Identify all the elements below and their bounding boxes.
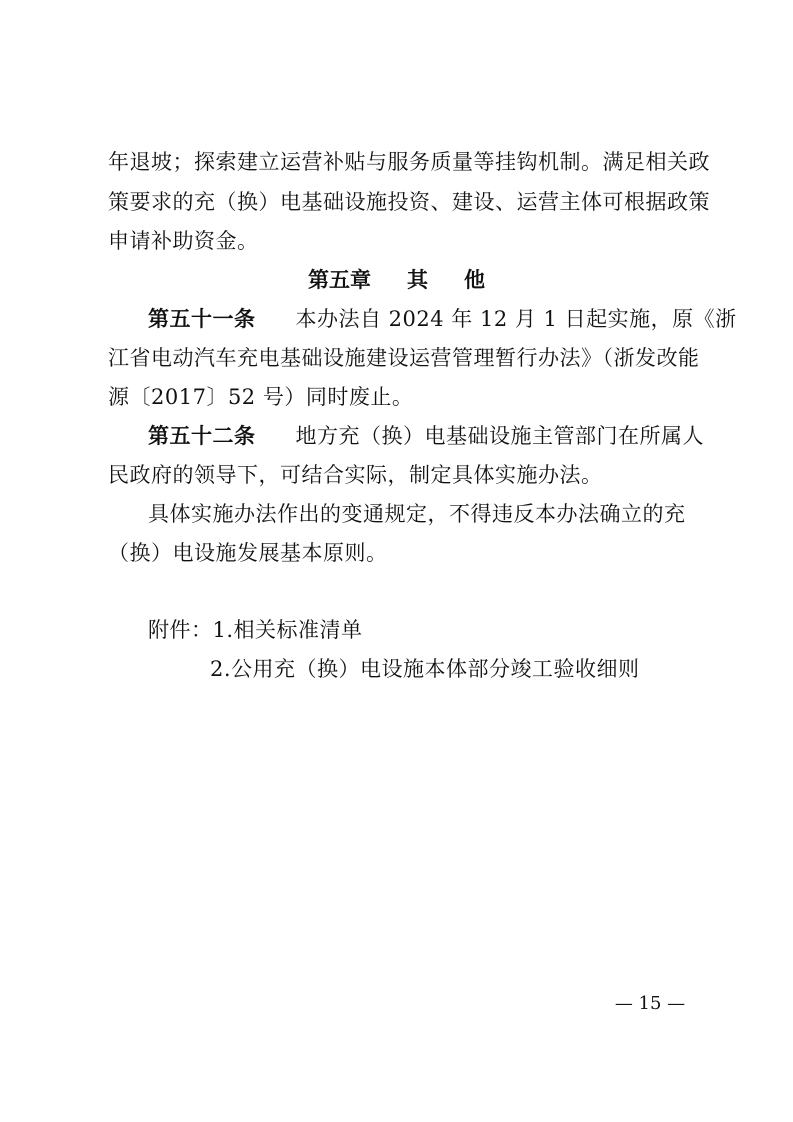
article-51-line: [148, 299, 738, 339]
article-52-line: [148, 416, 738, 456]
paragraph-line: 具体实施办法作出的变通规定，不得违反本办法确立的充: [148, 502, 686, 526]
paragraph-line: 策要求的充（换）电基础设施投资、建设、运营主体可根据政策: [108, 190, 710, 214]
paragraph-line: 江省电动汽车充电基础设施建设运营管理暂行办法》（浙发改能: [108, 346, 700, 370]
chapter-heading: [0, 260, 793, 300]
page-number: — 15 —: [614, 993, 686, 1014]
attachment-item-2: 2.公用充（换）电设施本体部分竣工验收细则: [210, 657, 640, 681]
paragraph-line: （换）电设施发展基本原则。: [108, 541, 388, 565]
attachment-item-1: 附件：1.相关标准清单: [148, 618, 363, 642]
chapter-number: 第五章: [308, 268, 371, 292]
article-52-text: 地方充（换）电基础设施主管部门在所属人: [295, 424, 704, 448]
article-51-title: 第五十一条: [148, 307, 256, 331]
paragraph-line: 民政府的领导下，可结合实际，制定具体实施办法。: [108, 463, 603, 487]
chapter-title-word-1: 其: [407, 268, 428, 292]
article-52-title: 第五十二条: [148, 424, 256, 448]
chapter-title-word-2: 他: [464, 268, 485, 292]
paragraph-line: 申请补助资金。: [108, 229, 259, 253]
paragraph-line: 源〔2017〕52 号）同时废止。: [108, 385, 414, 409]
paragraph-line: 年退坡；探索建立运营补贴与服务质量等挂钩机制。满足相关政: [108, 150, 710, 174]
article-51-text: 本办法自 2024 年 12 月 1 日起实施，原《浙: [295, 307, 737, 331]
